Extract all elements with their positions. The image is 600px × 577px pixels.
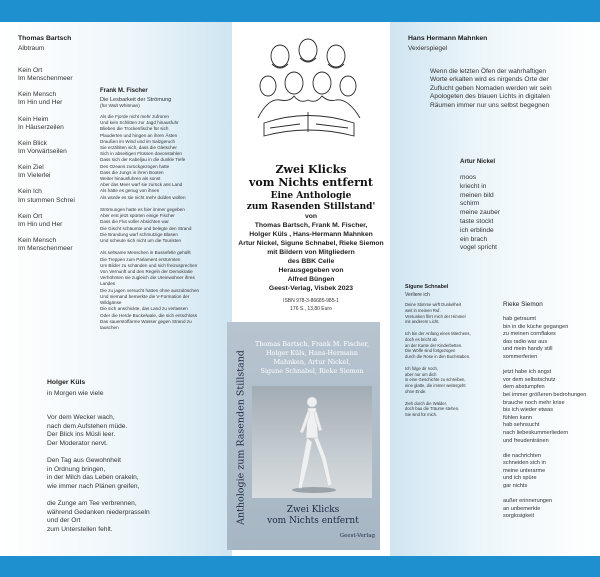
book-title: Zwei Klicks vom Nichts entfernt: [249, 163, 373, 189]
top-bar: [0, 0, 600, 22]
book-subtitle: Eine Anthologie zum Rasenden Stillstand': [246, 191, 376, 212]
poem-dedication: (für Walt Whitman): [100, 104, 140, 109]
poem-author-fischer: Frank M. Fischer: [100, 88, 148, 94]
poem-text-morgen: Vor dem Wecker wach, nach dem Aufstehen müde. Der Blick ins Müsli leer. Der Moderator nervt. Den Tag aus Gewohnheit in Ordnung bringen, in der Milch das Leben orakeln, wie immer nach Plänen greifen, die Zunge am Tee verbrennen, während Gedanken niederprasseln und der Ort zum Unterstellen fehlt.: [47, 414, 150, 533]
poem-text-siemon: hab getraumt bin in die küche gegangen zu meinen cornflakes das radio war aus und mein handy still sommerferien jetzt habe ich angst vor dem selbstschutz dem abstumpfen bei immer größeren bedrohungen brauche noch mehr krise bis ich wieder etwas fühlen kann hab sehnsucht nach liebeskummerliedern und freudentränen die nachrichten schneiden sich in meine unterarme und ich spüre gar nichts außer erinnerungen an unbemerkte sorglosigkeit: [503, 316, 587, 520]
poem-text-verliere: Deine Stimme wirft Dunkelheit weit in meinen Ruf. Versunken flirrt mich der Himmel mit anderem Licht. Ich bin der Anfang eines Märchens, doch es bricht ab an der Kante der Kinderbetten. Die Wölfe sind fortgezogen durch die Rose in den Buchstaben. Ich folge dir noch, aber nur um dich in eine Geschichte zu schreiben, eine glatte, die immer weitergeht ohne Ende. Zieh durch die Wälder, doch bau die Träume stehen. Sie sind für mich.: [405, 302, 471, 418]
poem-text-nickel: moos kriecht in meinen bild schirm meine zauber taste stockt ich erblinde ein brach vogel spricht: [460, 174, 500, 252]
poem-title-verliere: Verliere ich: [405, 292, 430, 298]
walking-figure-image: [252, 386, 372, 498]
poem-author-nickel: Artur Nickel: [460, 158, 496, 165]
cover-title: Zwei Klicks vom Nichts entfernt: [267, 505, 359, 526]
book-cover: [227, 322, 380, 550]
cover-spine-text: Anthologie zum Rasenden Stillstand: [235, 350, 247, 525]
cover-spine: [231, 332, 245, 542]
cover-publisher: Geest-Verlag: [339, 533, 375, 539]
poem-author-schnabel: Sigune Schnabel: [405, 284, 449, 290]
book-details: von Thomas Bartsch, Frank M. Fischer, Holger Küls , Hans-Hermann Mahnken Artur Nickel, Sigune Schnabel, Rieke Siemon mit Bildern von Mitgliedern des BBK Celle Herausgegeben von Alfred Büngen Geest-Verlag, Visbek 2023: [238, 213, 384, 292]
poem-text-vexierspiegel: Wenn die letzten Öfen der wahrhaftigen Worte erkalten wird es nirgends Orte der Zuflucht geben Nomaden werden wir sein Apologeten des blauen Lichts in digitalen Räumen immer nur uns selbst begegnen: [430, 68, 552, 109]
poem-title-lesbarkeit: Die Lesbarkeit der Strömung: [100, 97, 172, 103]
poem-author-kuels: Holger Küls: [47, 379, 86, 386]
poem-text-lesbarkeit: Als die Fjorde nicht mehr zufroren Und kein Schlitten zur Jagd hinausfuhr Blieben die Trockenfische für sich Plauderten und hingen an ihren Ästen Draußen im Wind und im Salzgeruch Sie erzählten sich, dass die Gletscher Sich in abseitigen Flüssen davonstahlen Dass sich der Kabeljau in die dunkle Tiefe Des Ozeans zurückgezogen hatte Dass die Jungs in ihren Booten Weiter hinausfuhren als sonst Aber das Meer warf sie zurück ans Land Als hätte es genug von ihnen Als würde es sie nicht mehr dulden wollen Strömungen hatte es hier immer gegeben Aber erst jetzt spürten einige Fischer Dass die Flut voller Absichten war Die Gischt schäumte und belegte den Strand Die Brandung warf schmutzige Blasen Und scheute sich nicht um die Touristen Als seltsame Menschen in Bussefelle gehüllt Die Treppen zum Parlament erstürmten Um Bilder zu schänden und sich freizusprechen Von Vernunft und den Regeln der Demokratie Verhöhnten sie zugleich die Ureinwohner ihres Landes Die zu jagen versucht hatten ohne auszulöschen Und niemand bemerkte die V-Formation der Wildgänse Die sich anschickte, das Land zu verlassen Oder die Herde Buckelwale, die sich entschloss Das sauerstoffarme Wasser gegen Strand zu tauschen: [100, 114, 200, 330]
poem-author-siemon: Rieke Siemon: [503, 301, 543, 308]
author-group-illustration: [250, 28, 368, 148]
cover-photo: [252, 386, 372, 498]
cover-author-names: Thomas Bartsch, Frank M. Fischer, Holger Küls, Hans-Hermann Mahnken, Artur Nickel, Sigune Schnabel, Rieke Siemon: [254, 340, 370, 375]
poem-author-bartsch: Thomas Bartsch: [18, 35, 72, 42]
poem-author-mahnken: Hans Hermann Mahnken: [408, 35, 488, 42]
poem-title-vexierspiegel: Vexierspiegel: [408, 45, 448, 52]
bottom-bar: [0, 556, 600, 577]
poem-text-albtraum: Kein Ort Im Menschenmeer Kein Mensch Im Hin und Her Kein Heim In Häuserzeilen Kein Blick Im Vorwärtseilen Kein Ziel Im Vielerlei Kein Ich Im stummen Schrei Kein Ort Im Hin und Her Kein Mensch Im Menschenmeer: [18, 67, 75, 253]
poem-title-morgen: in Morgen wie viele: [47, 390, 104, 397]
book-price: 176 S., 13,80 Euro: [290, 306, 332, 312]
poem-title-albtraum: Albtraum: [18, 45, 45, 52]
book-isbn: ISBN 978-3-86685-985-1: [283, 298, 339, 304]
